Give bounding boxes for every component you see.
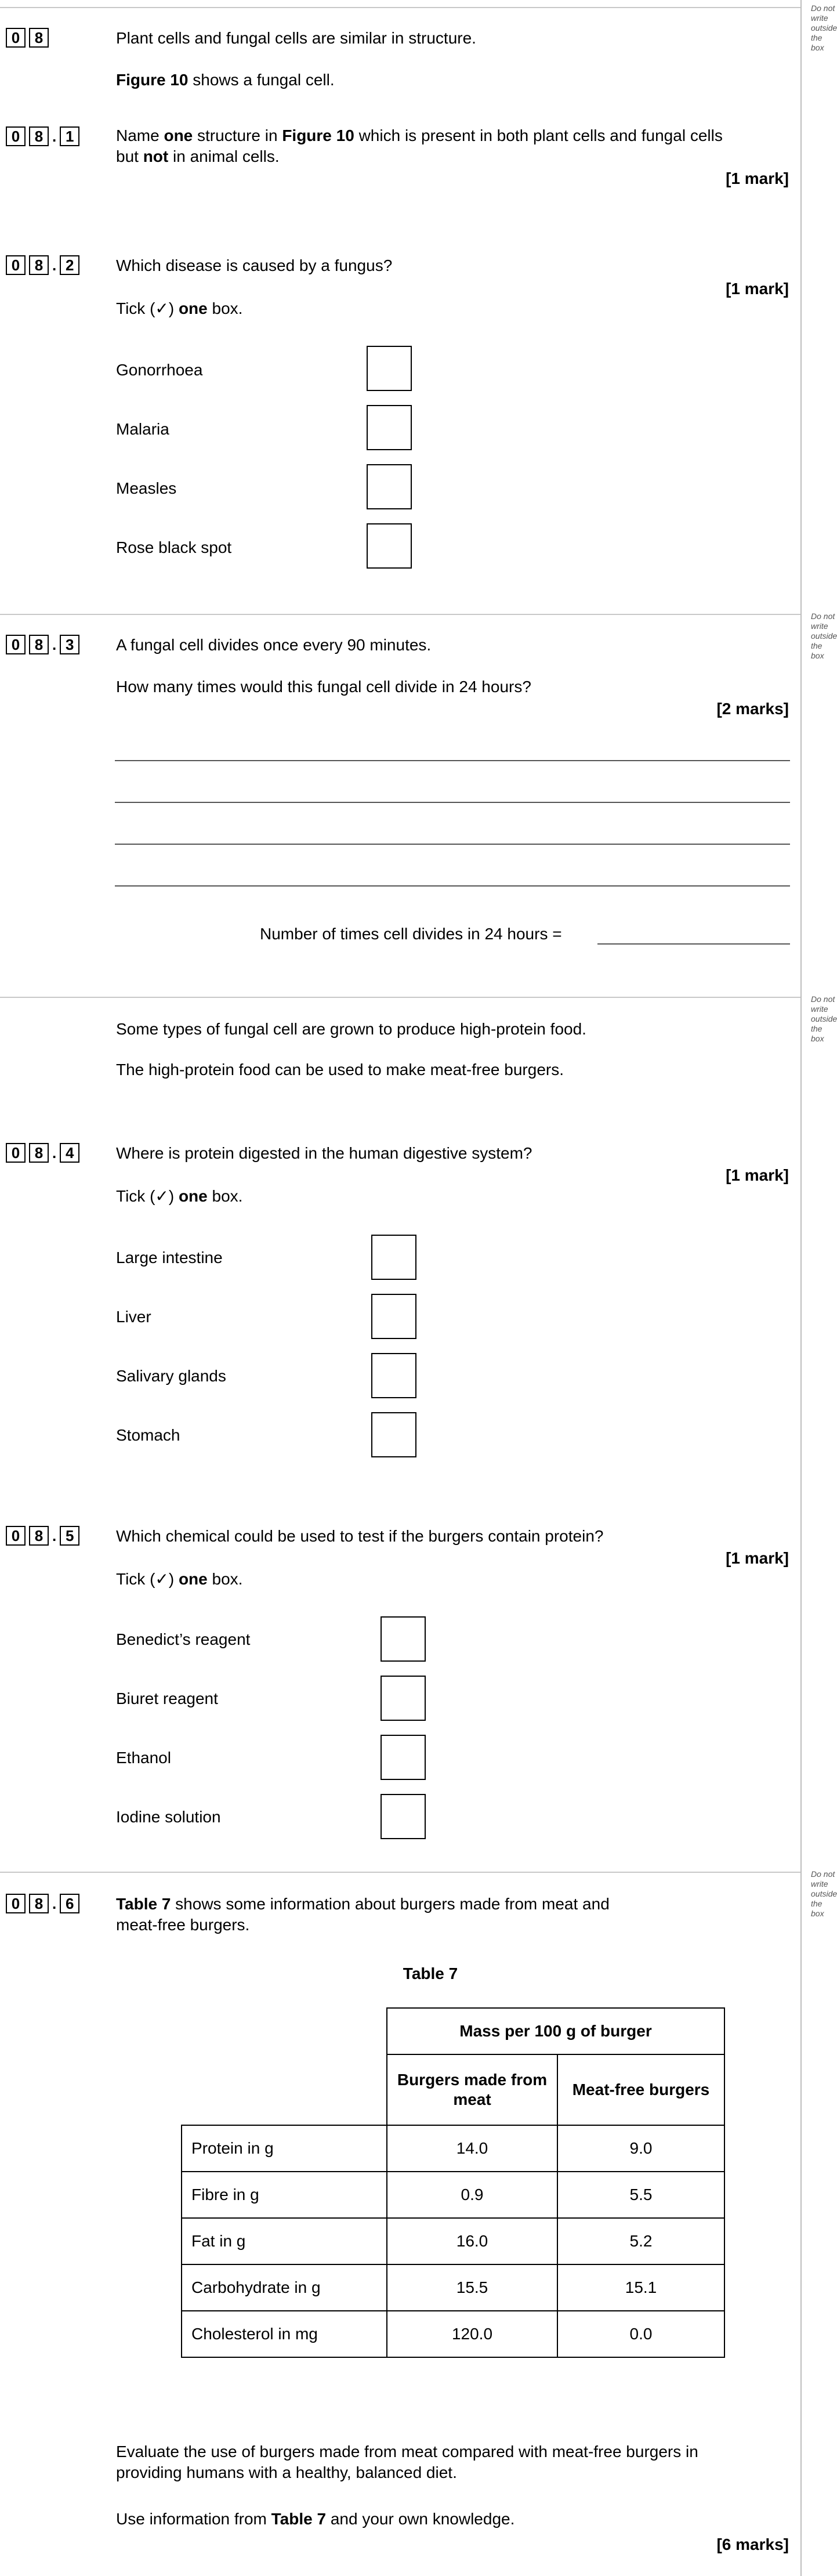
answer-line[interactable] bbox=[115, 760, 790, 761]
q084-tick-instruction: Tick (✓) one box. bbox=[116, 1187, 243, 1205]
q085-tick-box[interactable] bbox=[381, 1735, 426, 1780]
q086-use-info: Use information from Table 7 and your own knowledge. bbox=[116, 2510, 515, 2528]
q084-tick-box[interactable] bbox=[371, 1294, 416, 1339]
q085-option-label: Benedict’s reagent bbox=[116, 1630, 251, 1648]
q084-tick-box[interactable] bbox=[371, 1412, 416, 1457]
table-header: Mass per 100 g of burger bbox=[387, 2008, 724, 2054]
q082-option-label: Measles bbox=[116, 479, 177, 497]
q084-tick-box[interactable] bbox=[371, 1353, 416, 1398]
q082-option-label: Rose black spot bbox=[116, 538, 232, 556]
q085-option-label: Iodine solution bbox=[116, 1808, 221, 1826]
q081-text-line1: Name one structure in Figure 10 which is present in both plant cells and fungal cells bbox=[116, 126, 723, 144]
question-number-08-3: 0 8 . 3 bbox=[6, 635, 83, 654]
margin-line bbox=[800, 0, 802, 2576]
section-divider bbox=[0, 614, 800, 615]
answer-line[interactable] bbox=[115, 844, 790, 845]
q084-option-label: Stomach bbox=[116, 1426, 180, 1444]
q083-marks: [2 marks] bbox=[716, 700, 789, 718]
q086-line2: meat-free burgers. bbox=[116, 1916, 250, 1934]
q082-tick-box[interactable] bbox=[367, 464, 412, 509]
q081-marks: [1 mark] bbox=[726, 169, 789, 187]
q085-option-label: Biuret reagent bbox=[116, 1689, 218, 1707]
table-row: Cholesterol in mg 120.0 0.0 bbox=[182, 2311, 724, 2357]
q081-text-line2: but not in animal cells. bbox=[116, 147, 280, 165]
q082-marks: [1 mark] bbox=[726, 280, 789, 298]
q083-answer-field[interactable] bbox=[597, 943, 790, 945]
q085-tick-instruction: Tick (✓) one box. bbox=[116, 1570, 243, 1588]
question-number-08-4: 0 8 . 4 bbox=[6, 1143, 83, 1163]
q082-option-label: Gonorrhoea bbox=[116, 361, 203, 379]
section-divider bbox=[0, 1872, 800, 1873]
q084-question: Where is protein digested in the human digestive system? bbox=[116, 1144, 532, 1162]
q084-marks: [1 mark] bbox=[726, 1166, 789, 1184]
margin-note: Do not write outside the box bbox=[811, 3, 837, 52]
table-7 bbox=[181, 2007, 725, 2358]
q086-eval-line2: providing humans with a healthy, balanced diet. bbox=[116, 2463, 457, 2481]
q084-tick-box[interactable] bbox=[371, 1235, 416, 1280]
answer-line[interactable] bbox=[115, 802, 790, 803]
question-number-08-2: 0 8 . 2 bbox=[6, 255, 83, 275]
q08-figure-ref: Figure 10 shows a fungal cell. bbox=[116, 71, 335, 89]
margin-note: Do not write outside the box bbox=[811, 612, 837, 660]
q084-intro-line2: The high-protein food can be used to make meat-free burgers. bbox=[116, 1061, 564, 1079]
margin-note: Do not write outside the box bbox=[811, 1869, 837, 1918]
q082-tick-box[interactable] bbox=[367, 523, 412, 569]
section-divider bbox=[0, 997, 800, 998]
q082-tick-box[interactable] bbox=[367, 405, 412, 450]
q086-line1: Table 7 shows some information about burgers made from meat and bbox=[116, 1895, 610, 1913]
q082-option-label: Malaria bbox=[116, 420, 169, 438]
q084-option-label: Liver bbox=[116, 1308, 151, 1326]
question-number-08-5: 0 8 . 5 bbox=[6, 1526, 83, 1546]
q082-question: Which disease is caused by a fungus? bbox=[116, 256, 393, 274]
q086-eval-line1: Evaluate the use of burgers made from meat compared with meat-free burgers in bbox=[116, 2443, 698, 2461]
column-header-meat-free: Meat-free burgers bbox=[557, 2054, 724, 2125]
q083-answer-label: Number of times cell divides in 24 hours = bbox=[260, 925, 562, 943]
table-row: Fat in g 16.0 5.2 bbox=[182, 2218, 724, 2264]
table-row: Protein in g 14.0 9.0 bbox=[182, 2125, 724, 2172]
column-header-meat: Burgers made from meat bbox=[387, 2054, 557, 2125]
q083-line1: A fungal cell divides once every 90 minutes. bbox=[116, 636, 432, 654]
table-title: Table 7 bbox=[403, 1964, 458, 1982]
q082-tick-box[interactable] bbox=[367, 346, 412, 391]
q084-option-label: Salivary glands bbox=[116, 1367, 226, 1385]
q085-marks: [1 mark] bbox=[726, 1549, 789, 1567]
q082-tick-instruction: Tick (✓) one box. bbox=[116, 299, 243, 317]
q084-intro-line1: Some types of fungal cell are grown to produce high-protein food. bbox=[116, 1020, 586, 1038]
question-number-08: 0 8 bbox=[6, 28, 52, 48]
question-number-08-6: 0 8 . 6 bbox=[6, 1894, 83, 1913]
q085-tick-box[interactable] bbox=[381, 1616, 426, 1662]
q085-tick-box[interactable] bbox=[381, 1676, 426, 1721]
q084-option-label: Large intestine bbox=[116, 1249, 223, 1267]
q083-line2: How many times would this fungal cell divide in 24 hours? bbox=[116, 678, 531, 696]
q08-intro: Plant cells and fungal cells are similar in structure. bbox=[116, 29, 476, 47]
table-row: Carbohydrate in g 15.5 15.1 bbox=[182, 2264, 724, 2311]
q085-question: Which chemical could be used to test if the burgers contain protein? bbox=[116, 1527, 604, 1545]
margin-note: Do not write outside the box bbox=[811, 994, 837, 1043]
question-number-08-1: 0 8 . 1 bbox=[6, 126, 83, 146]
q086-marks: [6 marks] bbox=[716, 2535, 789, 2553]
q085-tick-box[interactable] bbox=[381, 1794, 426, 1839]
q085-option-label: Ethanol bbox=[116, 1749, 171, 1767]
answer-line[interactable] bbox=[115, 885, 790, 887]
table-row: Fibre in g 0.9 5.5 bbox=[182, 2172, 724, 2218]
section-divider bbox=[0, 7, 800, 8]
